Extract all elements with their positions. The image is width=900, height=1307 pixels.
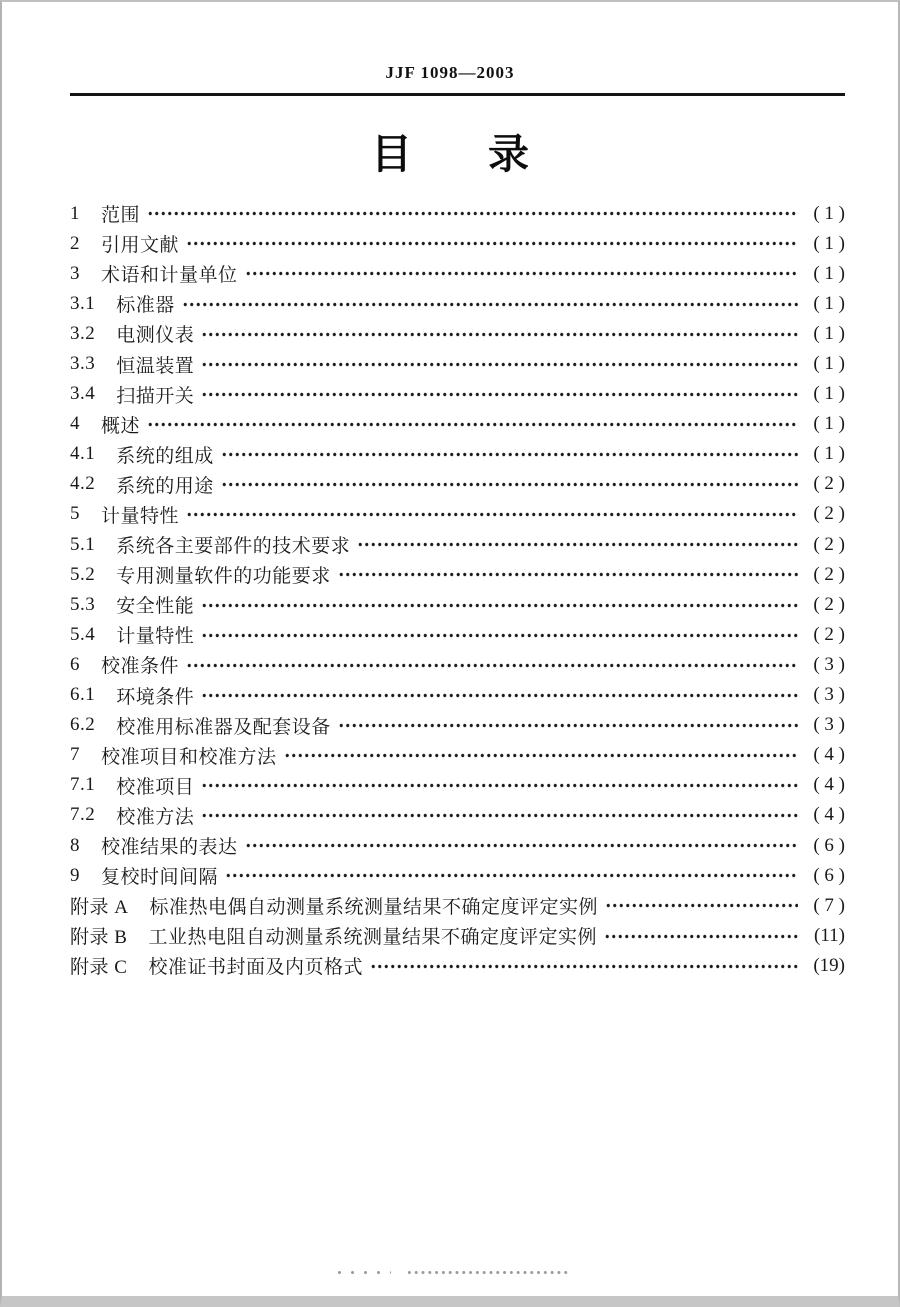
toc-list <box>2 199 898 981</box>
dotted-leader <box>338 710 798 740</box>
toc-entry-label: 概述 <box>101 415 141 437</box>
dotted-leader <box>221 439 798 469</box>
toc-entry-number: 附录 A <box>70 897 129 919</box>
dotted-leader <box>186 650 798 680</box>
toc-entry-label: 计量特性 <box>101 505 180 527</box>
toc-entry-label: 计量特性 <box>116 626 195 648</box>
footer-dots-dense <box>406 1270 569 1275</box>
toc-entry-page: ( 1 ) <box>813 322 845 344</box>
toc-entry-page: ( 1 ) <box>813 383 845 405</box>
toc-entry-label: 术语和计量单位 <box>101 265 238 287</box>
toc-entry-page: ( 2 ) <box>813 563 845 585</box>
toc-entry-number: 1 <box>70 202 80 224</box>
dotted-leader <box>201 349 798 379</box>
dotted-leader <box>182 289 798 319</box>
toc-entry-page: ( 2 ) <box>813 473 845 495</box>
toc-entry <box>70 499 845 529</box>
toc-entry-page: ( 1 ) <box>813 353 845 375</box>
dotted-leader <box>370 951 798 981</box>
toc-entry-number: 4.2 <box>70 473 96 495</box>
footer-dots-sparse <box>333 1270 391 1275</box>
dotted-leader <box>245 259 798 289</box>
toc-entry-page: ( 4 ) <box>813 774 845 796</box>
toc-entry <box>70 229 845 259</box>
header-rule <box>70 93 845 96</box>
dotted-leader <box>357 530 798 560</box>
toc-entry <box>70 469 845 499</box>
dotted-leader <box>201 620 798 650</box>
toc-entry <box>70 921 845 951</box>
toc-entry-label: 恒温装置 <box>116 355 195 377</box>
toc-entry-label: 校准证书封面及内页格式 <box>148 957 363 979</box>
toc-entry <box>70 891 845 921</box>
toc-entry <box>70 590 845 620</box>
toc-entry <box>70 409 845 439</box>
toc-entry-label: 校准用标准器及配套设备 <box>116 716 331 738</box>
toc-entry <box>70 800 845 830</box>
toc-entry-number: 5.4 <box>70 623 96 645</box>
toc-entry <box>70 951 845 981</box>
toc-entry <box>70 770 845 800</box>
toc-entry-page: ( 2 ) <box>813 623 845 645</box>
toc-entry <box>70 530 845 560</box>
toc-entry <box>70 680 845 710</box>
toc-entry-page: ( 2 ) <box>813 593 845 615</box>
toc-entry-page: ( 1 ) <box>813 202 845 224</box>
dotted-leader <box>201 379 798 409</box>
toc-entry-label: 系统各主要部件的技术要求 <box>116 536 351 558</box>
toc-entry-label: 复校时间间隔 <box>101 867 219 889</box>
toc-entry-number: 3.3 <box>70 353 96 375</box>
toc-entry-label: 系统的组成 <box>116 445 214 467</box>
page-title-char1: 目 <box>371 130 412 177</box>
toc-entry-page: ( 1 ) <box>813 443 845 465</box>
toc-entry-page: ( 4 ) <box>813 744 845 766</box>
toc-entry <box>70 650 845 680</box>
toc-entry-page: (11) <box>814 924 845 946</box>
toc-entry-number: 6.1 <box>70 684 96 706</box>
toc-entry-label: 校准项目 <box>116 776 195 798</box>
toc-entry-label: 扫描开关 <box>116 385 195 407</box>
dotted-leader <box>147 199 798 229</box>
toc-entry <box>70 740 845 770</box>
toc-entry-page: ( 1 ) <box>813 232 845 254</box>
toc-entry-label: 标准器 <box>116 295 175 317</box>
footer-dots <box>333 1270 569 1275</box>
toc-entry-page: ( 1 ) <box>813 262 845 284</box>
toc-entry-label: 范围 <box>101 205 141 227</box>
toc-entry-label: 环境条件 <box>116 686 195 708</box>
dotted-leader <box>147 409 798 439</box>
toc-entry-page: ( 2 ) <box>813 533 845 555</box>
toc-entry <box>70 710 845 740</box>
toc-entry-page: ( 3 ) <box>813 653 845 675</box>
toc-entry-page: (19) <box>813 954 845 976</box>
toc-entry-number: 5 <box>70 503 80 525</box>
dotted-leader <box>225 861 798 891</box>
toc-entry <box>70 349 845 379</box>
toc-entry-number: 3 <box>70 262 80 284</box>
toc-entry-label: 专用测量软件的功能要求 <box>116 566 331 588</box>
toc-entry-page: ( 1 ) <box>813 413 845 435</box>
toc-entry <box>70 620 845 650</box>
standard-number: JJF 1098—2003 <box>385 63 515 82</box>
toc-entry-label: 引用文献 <box>101 235 180 257</box>
page-title <box>2 130 898 177</box>
dotted-leader <box>201 319 798 349</box>
toc-entry <box>70 830 845 860</box>
toc-entry-page: ( 1 ) <box>813 292 845 314</box>
toc-entry-number: 4 <box>70 413 80 435</box>
dotted-leader <box>201 680 798 710</box>
toc-entry-page: ( 7 ) <box>813 894 845 916</box>
toc-entry-number: 7.1 <box>70 774 96 796</box>
toc-entry <box>70 439 845 469</box>
dotted-leader <box>186 499 798 529</box>
toc-entry-page: ( 4 ) <box>813 804 845 826</box>
toc-entry-number: 3.4 <box>70 383 96 405</box>
toc-entry-number: 5.1 <box>70 533 96 555</box>
toc-entry-number: 7 <box>70 744 80 766</box>
toc-entry-page: ( 6 ) <box>813 834 845 856</box>
toc-entry <box>70 560 845 590</box>
toc-entry-number: 2 <box>70 232 80 254</box>
toc-entry-number: 9 <box>70 864 80 886</box>
toc-entry-number: 附录 C <box>70 957 128 979</box>
dotted-leader <box>221 469 798 499</box>
toc-entry-number: 3.1 <box>70 292 96 314</box>
toc-entry <box>70 259 845 289</box>
toc-entry-label: 校准结果的表达 <box>101 837 238 859</box>
toc-entry-label: 校准项目和校准方法 <box>101 746 277 768</box>
toc-entry-label: 工业热电阻自动测量系统测量结果不确定度评定实例 <box>148 927 597 949</box>
toc-entry-number: 7.2 <box>70 804 96 826</box>
toc-entry-page: ( 6 ) <box>813 864 845 886</box>
toc-entry-number: 4.1 <box>70 443 96 465</box>
toc-entry-number: 5.2 <box>70 563 96 585</box>
toc-entry-page: ( 3 ) <box>813 714 845 736</box>
dotted-leader <box>201 800 798 830</box>
toc-entry <box>70 289 845 319</box>
toc-entry <box>70 319 845 349</box>
toc-entry-page: ( 3 ) <box>813 684 845 706</box>
dotted-leader <box>605 891 798 921</box>
toc-entry-number: 6.2 <box>70 714 96 736</box>
toc-entry-number: 5.3 <box>70 593 96 615</box>
dotted-leader <box>186 229 798 259</box>
dotted-leader <box>284 740 798 770</box>
dotted-leader <box>245 830 798 860</box>
toc-entry-label: 电测仪表 <box>116 325 195 347</box>
toc-entry-label: 校准方法 <box>116 806 195 828</box>
toc-entry-number: 3.2 <box>70 322 96 344</box>
dotted-leader <box>338 560 798 590</box>
toc-entry-page: ( 2 ) <box>813 503 845 525</box>
toc-entry-label: 标准热电偶自动测量系统测量结果不确定度评定实例 <box>149 897 598 919</box>
toc-entry-number: 8 <box>70 834 80 856</box>
dotted-leader <box>201 590 798 620</box>
page-title-char2: 录 <box>488 130 529 177</box>
dotted-leader <box>201 770 798 800</box>
toc-entry-number: 附录 B <box>70 927 128 949</box>
dotted-leader <box>604 921 798 951</box>
toc-entry-label: 校准条件 <box>101 656 180 678</box>
toc-entry <box>70 199 845 229</box>
toc-entry <box>70 379 845 409</box>
toc-entry-label: 安全性能 <box>116 596 195 618</box>
toc-entry-number: 6 <box>70 653 80 675</box>
toc-entry <box>70 861 845 891</box>
toc-entry-label: 系统的用途 <box>116 475 214 497</box>
